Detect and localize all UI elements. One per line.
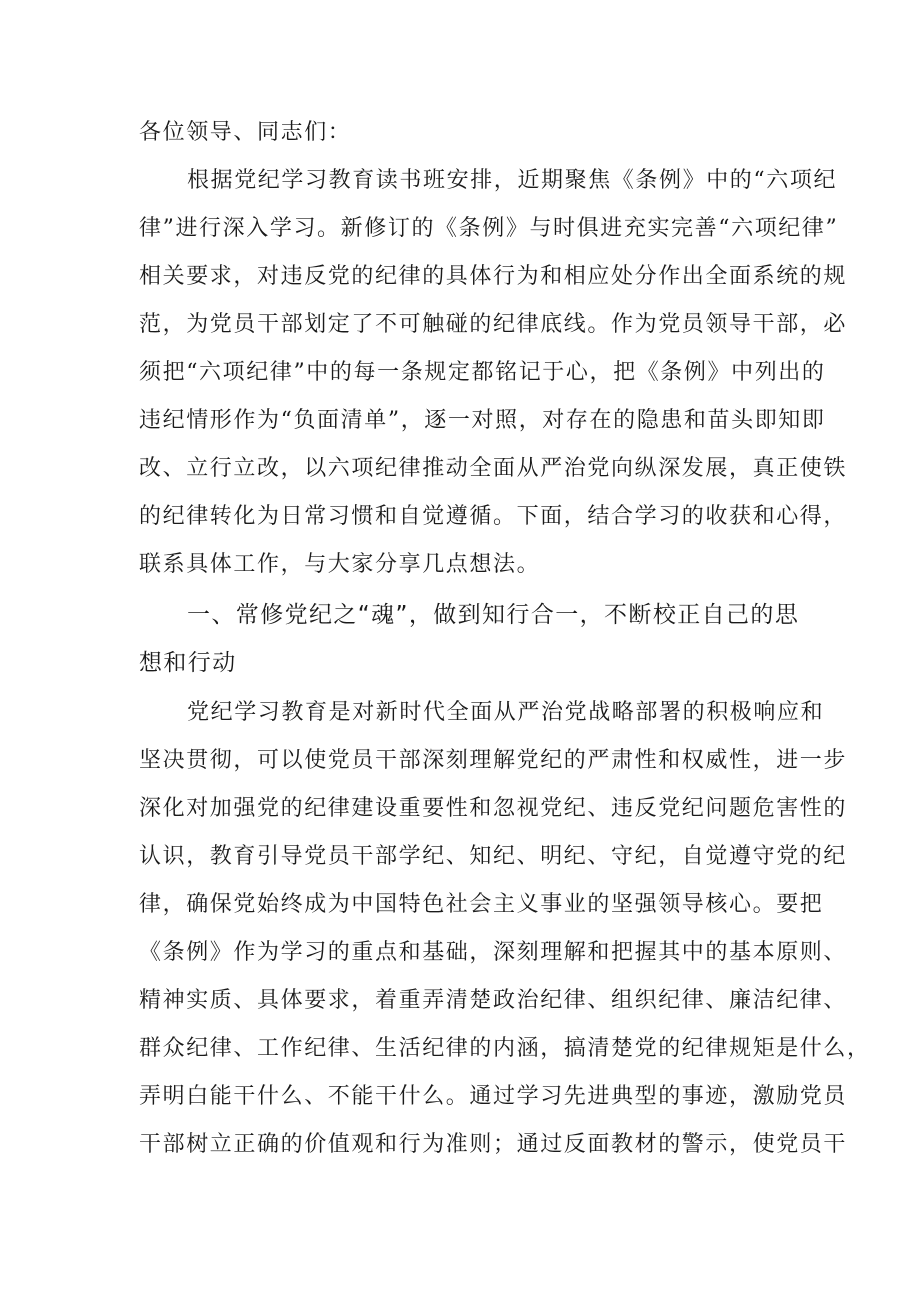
heading-line: 一、常修党纪之“魂”，做到知行合一，不断校正自己的思 [187, 602, 800, 628]
paragraph-line: 范，为党员干部划定了不可触碰的纪律底线。作为党员领导干部，必 [139, 312, 848, 337]
paragraph-line: 坚决贯彻，可以使党员干部深刻理解党纪的严肃性和权威性，进一步 [139, 748, 848, 773]
paragraph-line: 的纪律转化为日常习惯和自觉遵循。下面，结合学习的收获和心得， [139, 504, 848, 529]
paragraph-line: 改、立行立改，以六项纪律推动全面从严治党向纵深发展，真正使铁 [139, 456, 848, 481]
paragraph-line: 深化对加强党的纪律建设重要性和忽视党纪、违反党纪问题危害性的 [139, 796, 848, 821]
paragraph-line: 律”进行深入学习。新修订的《条例》与时俱进充实完善“六项纪律” [139, 216, 839, 241]
paragraph-line: 根据党纪学习教育读书班安排，近期聚焦《条例》中的“六项纪 [187, 168, 838, 193]
greeting: 各位领导、同志们： [139, 120, 352, 145]
heading-line: 想和行动 [139, 650, 237, 676]
paragraph-line: 党纪学习教育是对新时代全面从严治党战略部署的积极响应和 [187, 700, 825, 725]
paragraph-line: 干部树立正确的价值观和行为准则；通过反面教材的警示，使党员干 [139, 1132, 848, 1157]
paragraph-line: 联系具体工作，与大家分享几点想法。 [139, 552, 541, 577]
paragraph-line: 精神实质、具体要求，着重弄清楚政治纪律、组织纪律、廉洁纪律、 [139, 988, 848, 1013]
paragraph-line: 认识，教育引导党员干部学纪、知纪、明纪、守纪，自觉遵守党的纪 [139, 844, 848, 869]
paragraph-line: 相关要求，对违反党的纪律的具体行为和相应处分作出全面系统的规 [139, 264, 848, 289]
paragraph-line: 违纪情形作为“负面清单”，逐一对照，对存在的隐患和苗头即知即 [139, 408, 826, 433]
paragraph-line: 律，确保党始终成为中国特色社会主义事业的坚强领导核心。要把 [139, 892, 824, 917]
paragraph-line: 群众纪律、工作纪律、生活纪律的内涵，搞清楚党的纪律规矩是什么， [139, 1036, 871, 1061]
paragraph-line: 弄明白能干什么、不能干什么。通过学习先进典型的事迹，激励党员 [139, 1084, 848, 1109]
paragraph-line: 《条例》作为学习的重点和基础，深刻理解和把握其中的基本原则、 [139, 940, 848, 965]
paragraph-line: 须把“六项纪律”中的每一条规定都铭记于心，把《条例》中列出的 [139, 360, 826, 385]
